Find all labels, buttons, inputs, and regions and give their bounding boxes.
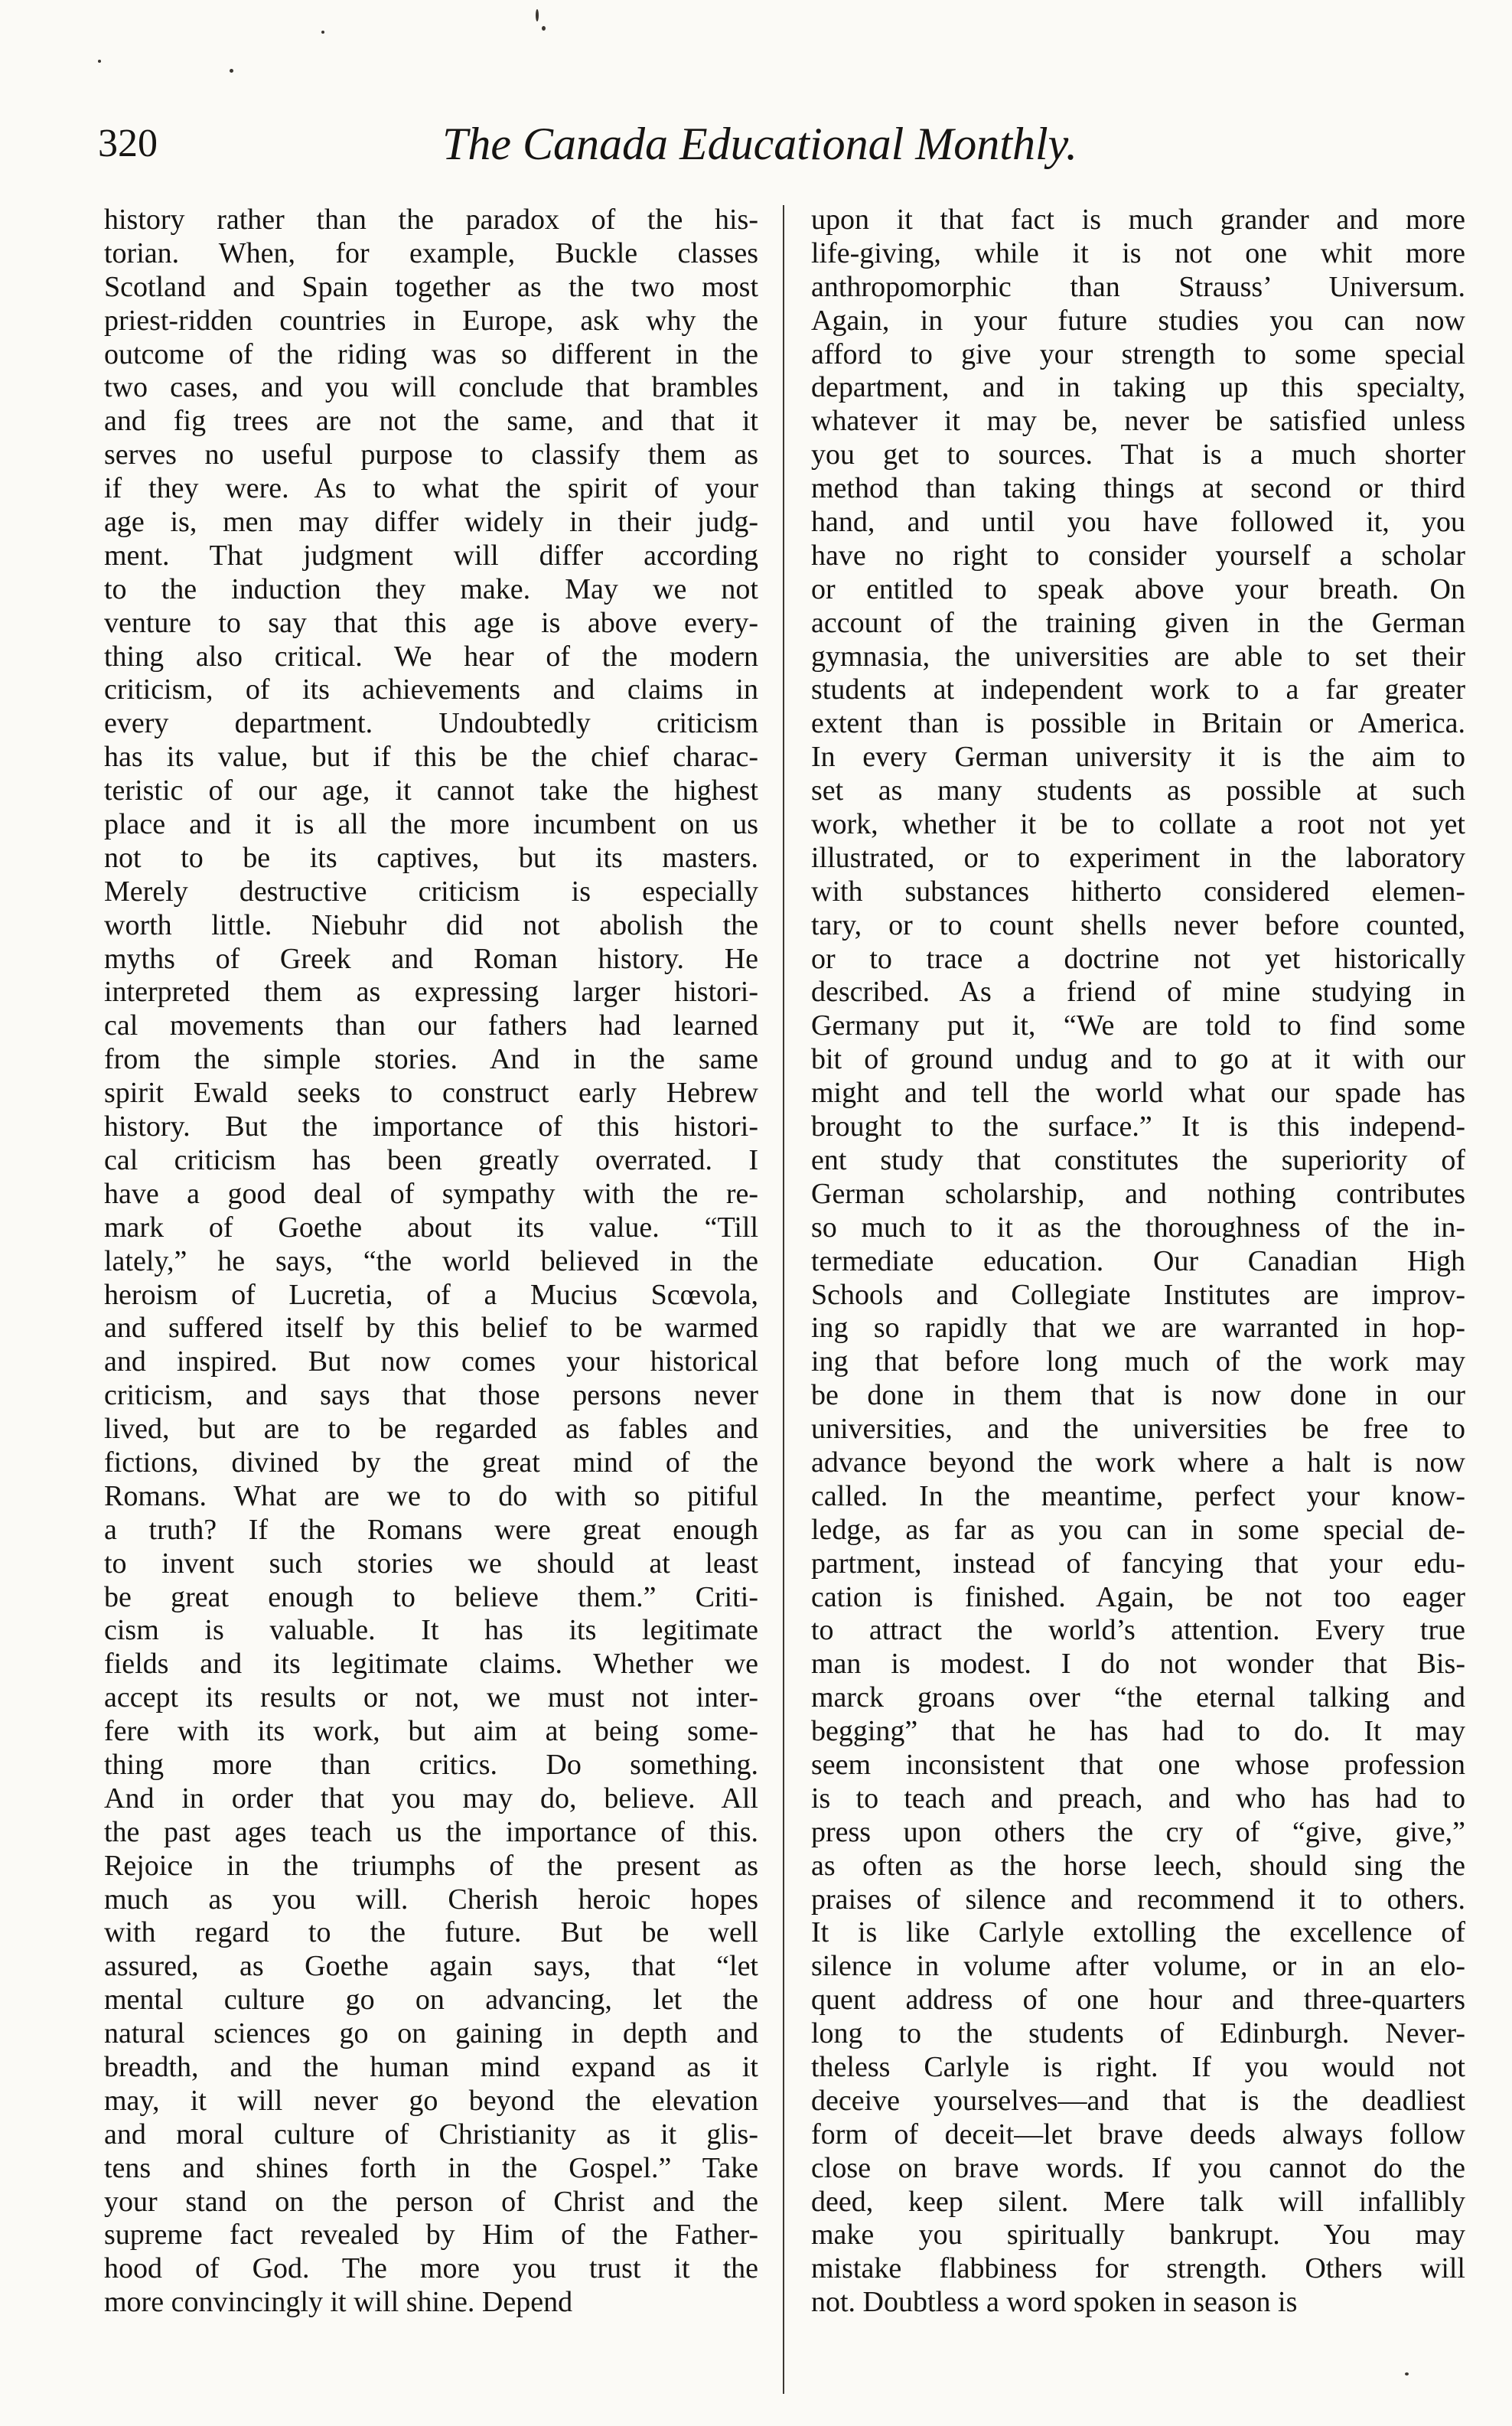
text-line: termediate education. Our Canadian High xyxy=(811,1244,1465,1277)
text-line: assured, as Goethe again says, that “let xyxy=(104,1950,758,1983)
text-line: advance beyond the work where a halt is now xyxy=(811,1446,1465,1479)
text-line: as often as the horse leech, should sing the xyxy=(811,1849,1465,1882)
text-line: students at independent work to a far greater xyxy=(811,673,1465,706)
text-line: and suffered itself by this belief to be warmed xyxy=(104,1312,758,1345)
text-line: Merely destructive criticism is especially xyxy=(104,875,758,908)
text-line: German scholarship, and nothing contributes xyxy=(811,1177,1465,1210)
text-line: extent than is possible in Britain or America. xyxy=(811,707,1465,740)
text-line: seem inconsistent that one whose profession xyxy=(811,1748,1465,1781)
text-line: account of the training given in the German xyxy=(811,606,1465,639)
text-line: torian. When, for example, Buckle classes xyxy=(104,236,758,269)
text-line: spirit Ewald seeks to construct early Hebrew xyxy=(104,1077,758,1110)
text-line: man is modest. I do not wonder that Bis- xyxy=(811,1648,1465,1681)
text-line: teristic of our age, it cannot take the highest xyxy=(104,774,758,807)
text-line: have a good deal of sympathy with the re- xyxy=(104,1177,758,1210)
text-line: long to the students of Edinburgh. Never- xyxy=(811,2017,1465,2050)
text-line: if they were. As to what the spirit of your xyxy=(104,472,758,505)
text-line: you get to sources. That is a much shorter xyxy=(811,439,1465,471)
text-line: Romans. What are we to do with so pitiful xyxy=(104,1479,758,1512)
text-line: two cases, and you will conclude that brambles xyxy=(104,371,758,404)
running-head: The Canada Educational Monthly. xyxy=(442,119,1077,169)
text-line: form of deceit—let brave deeds always follow xyxy=(811,2118,1465,2150)
text-line: ing that before long much of the work may xyxy=(811,1345,1465,1378)
text-line: fields and its legitimate claims. Whether we xyxy=(104,1648,758,1681)
text-line: upon it that fact is much grander and more xyxy=(811,204,1465,236)
text-line: thing more than critics. Do something. xyxy=(104,1748,758,1781)
text-line: universities, and the universities be free to xyxy=(811,1413,1465,1446)
right-column xyxy=(811,204,1465,2320)
text-line: Scotland and Spain together as the two most xyxy=(104,270,758,303)
text-line: serves no useful purpose to classify them as xyxy=(104,439,758,471)
text-line: may, it will never go beyond the elevation xyxy=(104,2084,758,2117)
text-line: much as you will. Cherish heroic hopes xyxy=(104,1883,758,1916)
text-line: might and tell the world what our spade has xyxy=(811,1077,1465,1110)
text-line: or entitled to speak above your breath. On xyxy=(811,572,1465,605)
text-line: a truth? If the Romans were great enough xyxy=(104,1513,758,1546)
text-line: theless Carlyle is right. If you would not xyxy=(811,2050,1465,2083)
text-line: ledge, as far as you can in some special de- xyxy=(811,1513,1465,1546)
text-line: It is like Carlyle extolling the excellence of xyxy=(811,1916,1465,1949)
text-line: mark of Goethe about its value. “Till xyxy=(104,1211,758,1244)
text-line: heroism of Lucretia, of a Mucius Scœvola, xyxy=(104,1278,758,1311)
text-line: deceive yourselves—and that is the deadliest xyxy=(811,2084,1465,2117)
text-line: not to be its captives, but its masters. xyxy=(104,841,758,874)
text-line: history. But the importance of this histori- xyxy=(104,1110,758,1143)
text-line: method than taking things at second or third xyxy=(811,472,1465,505)
text-line: deed, keep silent. Mere talk will infallibly xyxy=(811,2185,1465,2218)
text-line: accept its results or not, we must not inter- xyxy=(104,1681,758,1714)
text-line: place and it is all the more incumbent on us xyxy=(104,808,758,841)
text-line: brought to the surface.” It is this independ- xyxy=(811,1110,1465,1143)
page-header xyxy=(98,113,1139,182)
text-line: In every German university it is the aim to xyxy=(811,741,1465,774)
text-line: tens and shines forth in the Gospel.” Take xyxy=(104,2151,758,2184)
text-line: cation is finished. Again, be not too eager xyxy=(811,1580,1465,1613)
text-line: mental culture go on advancing, let the xyxy=(104,1984,758,2017)
text-line: And in order that you may do, believe. All xyxy=(104,1782,758,1815)
text-line: history rather than the paradox of the his- xyxy=(104,204,758,236)
text-line: with substances hitherto considered elemen- xyxy=(811,875,1465,908)
text-line: age is, men may differ widely in their judg- xyxy=(104,506,758,539)
text-line: bit of ground undug and to go at it with our xyxy=(811,1043,1465,1076)
text-line: outcome of the riding was so different in the xyxy=(104,337,758,370)
text-line: life-giving, while it is not one whit more xyxy=(811,236,1465,269)
text-line: supreme fact revealed by Him of the Father- xyxy=(104,2219,758,2252)
text-line: cal movements than our fathers had learned xyxy=(104,1009,758,1042)
text-line: marck groans over “the eternal talking and xyxy=(811,1681,1465,1714)
text-line: venture to say that this age is above every- xyxy=(104,606,758,639)
text-line: worth little. Niebuhr did not abolish the xyxy=(104,908,758,941)
text-line: quent address of one hour and three-quarters xyxy=(811,1984,1465,2017)
text-line: be great enough to believe them.” Criti- xyxy=(104,1580,758,1613)
text-line: silence in volume after volume, or in an elo- xyxy=(811,1950,1465,1983)
text-line: fictions, divined by the great mind of the xyxy=(104,1446,758,1479)
text-line: not. Doubtless a word spoken in season is xyxy=(811,2286,1298,2319)
text-line: to the induction they make. May we not xyxy=(104,572,758,605)
text-line: lived, but are to be regarded as fables and xyxy=(104,1413,758,1446)
text-line: praises of silence and recommend it to others. xyxy=(811,1883,1465,1916)
text-line: and fig trees are not the same, and that it xyxy=(104,405,758,438)
text-line: close on brave words. If you cannot do the xyxy=(811,2151,1465,2184)
text-line: fere with its work, but aim at being some- xyxy=(104,1715,758,1748)
text-line: called. In the meantime, perfect your know- xyxy=(811,1479,1465,1512)
text-line: so much to it as the thoroughness of the in- xyxy=(811,1211,1465,1244)
text-line: described. As a friend of mine studying in xyxy=(811,976,1465,1009)
text-line: cism is valuable. It has its legitimate xyxy=(104,1614,758,1647)
text-line: interpreted them as expressing larger histori- xyxy=(104,976,758,1009)
text-line: mistake flabbiness for strength. Others will xyxy=(811,2252,1465,2285)
text-line: be done in them that is now done in our xyxy=(811,1379,1465,1412)
text-line: set as many students as possible at such xyxy=(811,774,1465,807)
text-line: hand, and until you have followed it, you xyxy=(811,506,1465,539)
text-line: begging” that he has had to do. It may xyxy=(811,1715,1465,1748)
text-line: department, and in taking up this specialty, xyxy=(811,371,1465,404)
text-line: partment, instead of fancying that your edu- xyxy=(811,1547,1465,1580)
text-line: thing also critical. We hear of the modern xyxy=(104,640,758,673)
text-line: and moral culture of Christianity as it glis- xyxy=(104,2118,758,2150)
text-line: tary, or to count shells never before counted, xyxy=(811,908,1465,941)
text-line: breadth, and the human mind expand as it xyxy=(104,2050,758,2083)
page-number: 320 xyxy=(98,122,158,165)
scan-speck xyxy=(536,9,539,21)
text-line: Schools and Collegiate Institutes are improv- xyxy=(811,1278,1465,1311)
text-line: cal criticism has been greatly overrated. I xyxy=(104,1143,758,1176)
scan-speck xyxy=(230,69,233,73)
text-line: work, whether it be to collate a root not yet xyxy=(811,808,1465,841)
scan-speck xyxy=(542,26,546,31)
text-line: is to teach and preach, and who has had to xyxy=(811,1782,1465,1815)
text-line: Again, in your future studies you can now xyxy=(811,304,1465,337)
text-line: from the simple stories. And in the same xyxy=(104,1043,758,1076)
text-line: illustrated, or to experiment in the laboratory xyxy=(811,841,1465,874)
column-divider xyxy=(783,205,784,2394)
text-line: natural sciences go on gaining in depth and xyxy=(104,2017,758,2050)
text-line: hood of God. The more you trust it the xyxy=(104,2252,758,2285)
text-line: every department. Undoubtedly criticism xyxy=(104,707,758,740)
text-line: gymnasia, the universities are able to set their xyxy=(811,640,1465,673)
text-line: have no right to consider yourself a scholar xyxy=(811,539,1465,572)
text-line: the past ages teach us the importance of this. xyxy=(104,1815,758,1848)
scan-speck xyxy=(321,31,324,34)
text-line: ing so rapidly that we are warranted in hop- xyxy=(811,1312,1465,1345)
text-line: to attract the world’s attention. Every true xyxy=(811,1614,1465,1647)
text-line: press upon others the cry of “give, give,” xyxy=(811,1815,1465,1848)
left-column xyxy=(104,204,758,2320)
text-line: ment. That judgment will differ according xyxy=(104,539,758,572)
text-line: criticism, and says that those persons never xyxy=(104,1379,758,1412)
text-line: more convincingly it will shine. Depend xyxy=(104,2286,573,2319)
text-line: make you spiritually bankrupt. You may xyxy=(811,2219,1465,2252)
text-line: myths of Greek and Roman history. He xyxy=(104,942,758,975)
scan-speck xyxy=(98,60,101,63)
text-line: anthropomorphic than Strauss’ Universum. xyxy=(811,270,1465,303)
text-line: criticism, of its achievements and claims in xyxy=(104,673,758,706)
text-line: and inspired. But now comes your historical xyxy=(104,1345,758,1378)
text-line: lately,” he says, “the world believed in the xyxy=(104,1244,758,1277)
text-line: with regard to the future. But be well xyxy=(104,1916,758,1949)
text-line: Rejoice in the triumphs of the present as xyxy=(104,1849,758,1882)
text-line: priest-ridden countries in Europe, ask why the xyxy=(104,304,758,337)
text-line: your stand on the person of Christ and the xyxy=(104,2185,758,2218)
text-line: Germany put it, “We are told to find some xyxy=(811,1009,1465,1042)
text-line: ent study that constitutes the superiority of xyxy=(811,1143,1465,1176)
scan-speck xyxy=(1405,2372,1409,2375)
text-line: to invent such stories we should at least xyxy=(104,1547,758,1580)
text-line: whatever it may be, never be satisfied unless xyxy=(811,405,1465,438)
text-line: afford to give your strength to some special xyxy=(811,337,1465,370)
text-line: or to trace a doctrine not yet historically xyxy=(811,942,1465,975)
text-line: has its value, but if this be the chief charac- xyxy=(104,741,758,774)
